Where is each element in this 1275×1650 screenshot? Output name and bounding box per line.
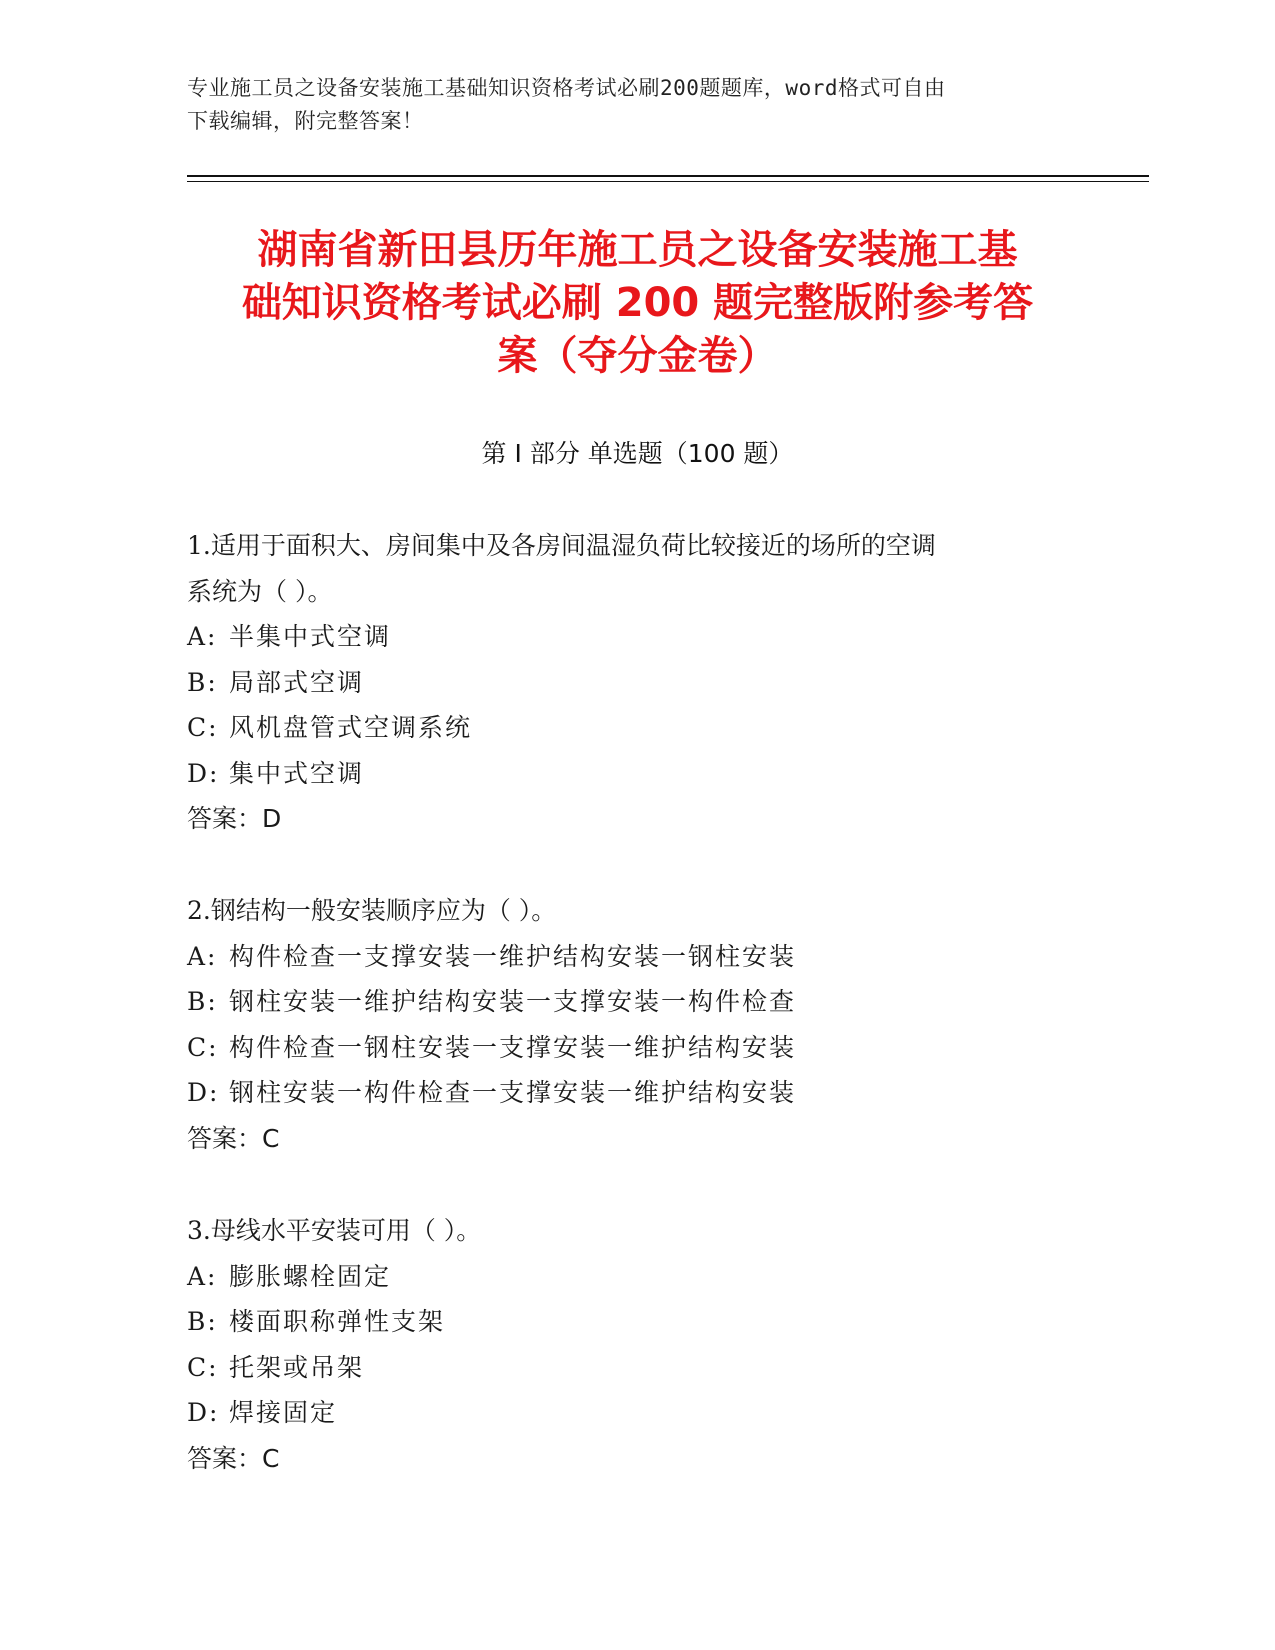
option-b: [187, 979, 1087, 1025]
answer-value: C: [262, 1123, 280, 1153]
question-1: [187, 523, 1087, 842]
answer-label: 答案：: [187, 804, 263, 833]
answer-line: [187, 1436, 1087, 1482]
option-letter: C:: [187, 713, 219, 742]
document-title-line-3: 案（夺分金卷）: [497, 333, 778, 379]
question-stem-line-1: 2.钢结构一般安装顺序应为（ ）。: [187, 896, 557, 925]
question-3: [187, 1208, 1087, 1481]
option-text: 钢柱安装一维护结构安装一支撑安装一构件检查: [229, 987, 797, 1016]
header-divider-thin: [187, 181, 1149, 182]
option-text: 托架或吊架: [229, 1352, 365, 1382]
section-heading: 第 I 部分 单选题（100 题）: [481, 439, 794, 468]
option-letter: D:: [187, 758, 220, 788]
option-text: 构件检查一钢柱安装一支撑安装一维护结构安装: [229, 1032, 797, 1062]
option-text: 局部式空调: [229, 667, 365, 697]
answer-line: [187, 796, 1087, 842]
option-letter: C:: [187, 1032, 219, 1062]
option-letter: B:: [187, 987, 218, 1016]
option-d: [187, 751, 1087, 797]
option-text: 焊接固定: [229, 1398, 338, 1427]
option-letter: D:: [187, 1078, 220, 1107]
option-a: [187, 934, 1087, 980]
option-letter: C:: [187, 1352, 219, 1382]
option-text: 楼面职称弹性支架: [229, 1307, 446, 1336]
answer-value: D: [262, 804, 282, 833]
option-text: 钢柱安装一构件检查一支撑安装一维护结构安装: [229, 1078, 797, 1107]
option-a: [187, 614, 1087, 660]
option-text: 集中式空调: [229, 758, 365, 788]
option-text: 膨胀螺栓固定: [229, 1261, 392, 1291]
question-stem-line-1: 3.母线水平安装可用（ ）。: [187, 1216, 482, 1245]
question-stem-line-2: 系统为（ ）。: [187, 576, 333, 606]
document-title-line-1: 湖南省新田县历年施工员之设备安装施工基: [257, 227, 1018, 273]
document-title-line-2: 础知识资格考试必刷 200 题完整版附参考答: [241, 280, 1034, 326]
header-divider-thick: [187, 175, 1149, 177]
answer-value: C: [262, 1443, 280, 1473]
option-d: [187, 1390, 1087, 1436]
header-note: [187, 72, 1087, 138]
option-letter: D:: [187, 1398, 220, 1427]
option-c: [187, 1025, 1087, 1071]
option-a: [187, 1254, 1087, 1300]
question-stem-line-1: 1.适用于面积大、房间集中及各房间温湿负荷比较接近的场所的空调: [187, 531, 936, 560]
option-c: [187, 1345, 1087, 1391]
option-d: [187, 1070, 1087, 1116]
header-note-line-2: 下载编辑，附完整答案！: [187, 109, 424, 133]
option-c: [187, 705, 1087, 751]
option-letter: B:: [187, 1307, 218, 1336]
option-letter: A:: [187, 622, 218, 651]
header-note-line-1: 专业施工员之设备安装施工基础知识资格考试必刷200题题库，word格式可自由: [187, 76, 946, 100]
option-text: 构件检查一支撑安装一维护结构安装一钢柱安装: [229, 941, 797, 971]
option-letter: B:: [187, 667, 218, 697]
answer-line: [187, 1116, 1087, 1162]
option-text: 风机盘管式空调系统: [229, 713, 473, 742]
option-letter: A:: [187, 1261, 218, 1291]
option-letter: A:: [187, 941, 218, 971]
option-b: [187, 660, 1087, 706]
answer-label: 答案：: [187, 1443, 263, 1473]
document-title: [150, 224, 1125, 383]
answer-label: 答案：: [187, 1123, 263, 1153]
option-b: [187, 1299, 1087, 1345]
option-text: 半集中式空调: [229, 622, 392, 651]
question-2: [187, 888, 1087, 1161]
